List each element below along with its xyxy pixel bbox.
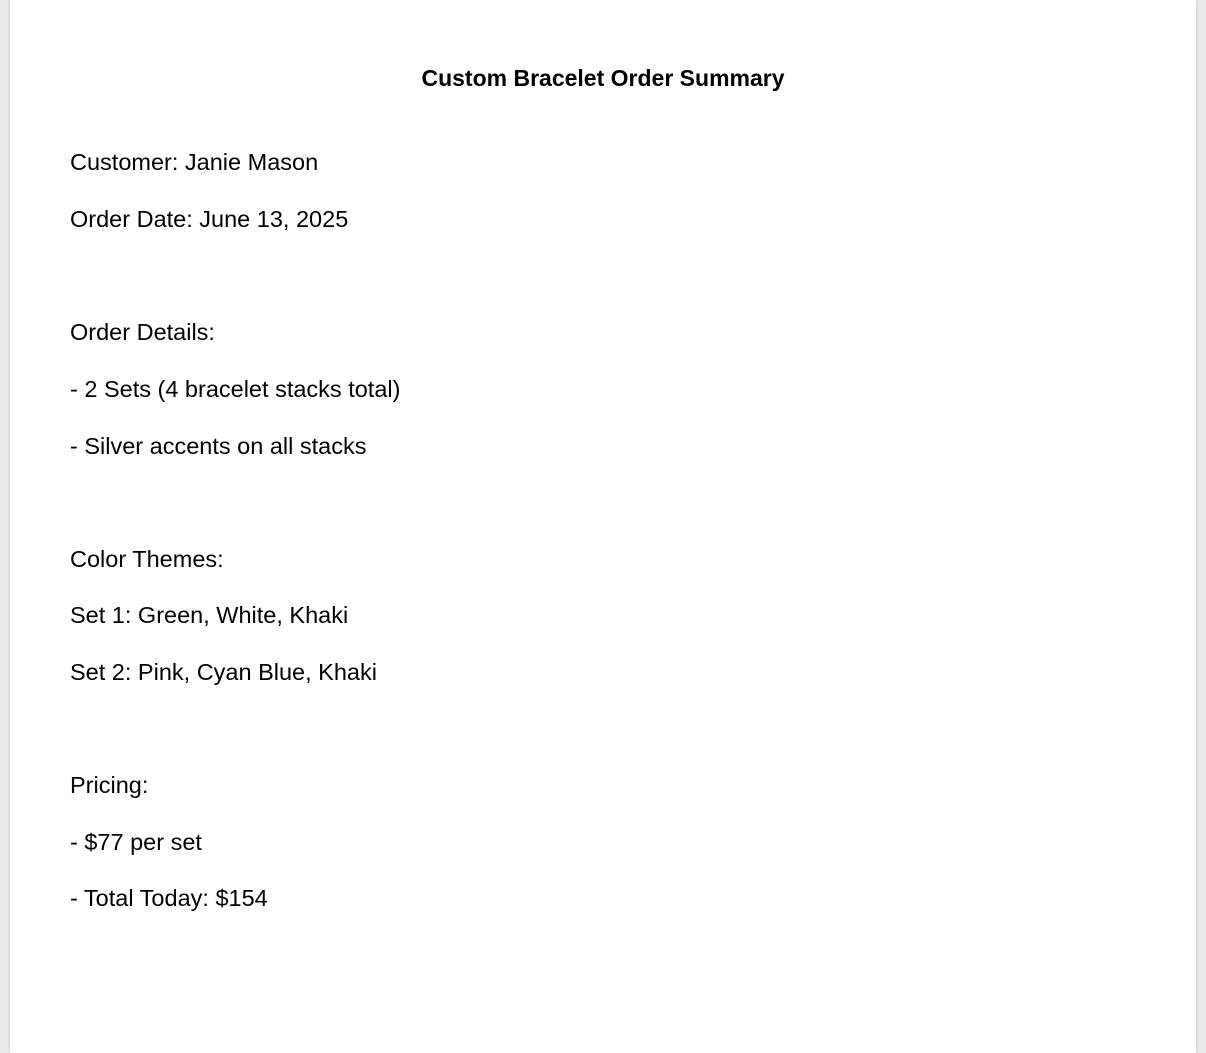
color-theme-item: Set 2: Pink, Cyan Blue, Khaki <box>70 659 377 685</box>
document-page <box>10 0 1196 1053</box>
color-theme-item: Set 1: Green, White, Khaki <box>70 602 349 628</box>
order-detail-item: - Silver accents on all stacks <box>70 433 367 459</box>
color-themes-heading: Color Themes: <box>70 546 224 572</box>
pricing-item: - $77 per set <box>70 829 202 855</box>
pricing-total: - Total Today: $154 <box>70 885 268 911</box>
order-details-heading: Order Details: <box>70 319 215 345</box>
pricing-heading: Pricing: <box>70 772 149 798</box>
customer-line: Customer: Janie Mason <box>70 149 319 175</box>
document-title: Custom Bracelet Order Summary <box>421 65 785 91</box>
order-detail-item: - 2 Sets (4 bracelet stacks total) <box>70 376 401 402</box>
order-date-line: Order Date: June 13, 2025 <box>70 206 349 232</box>
